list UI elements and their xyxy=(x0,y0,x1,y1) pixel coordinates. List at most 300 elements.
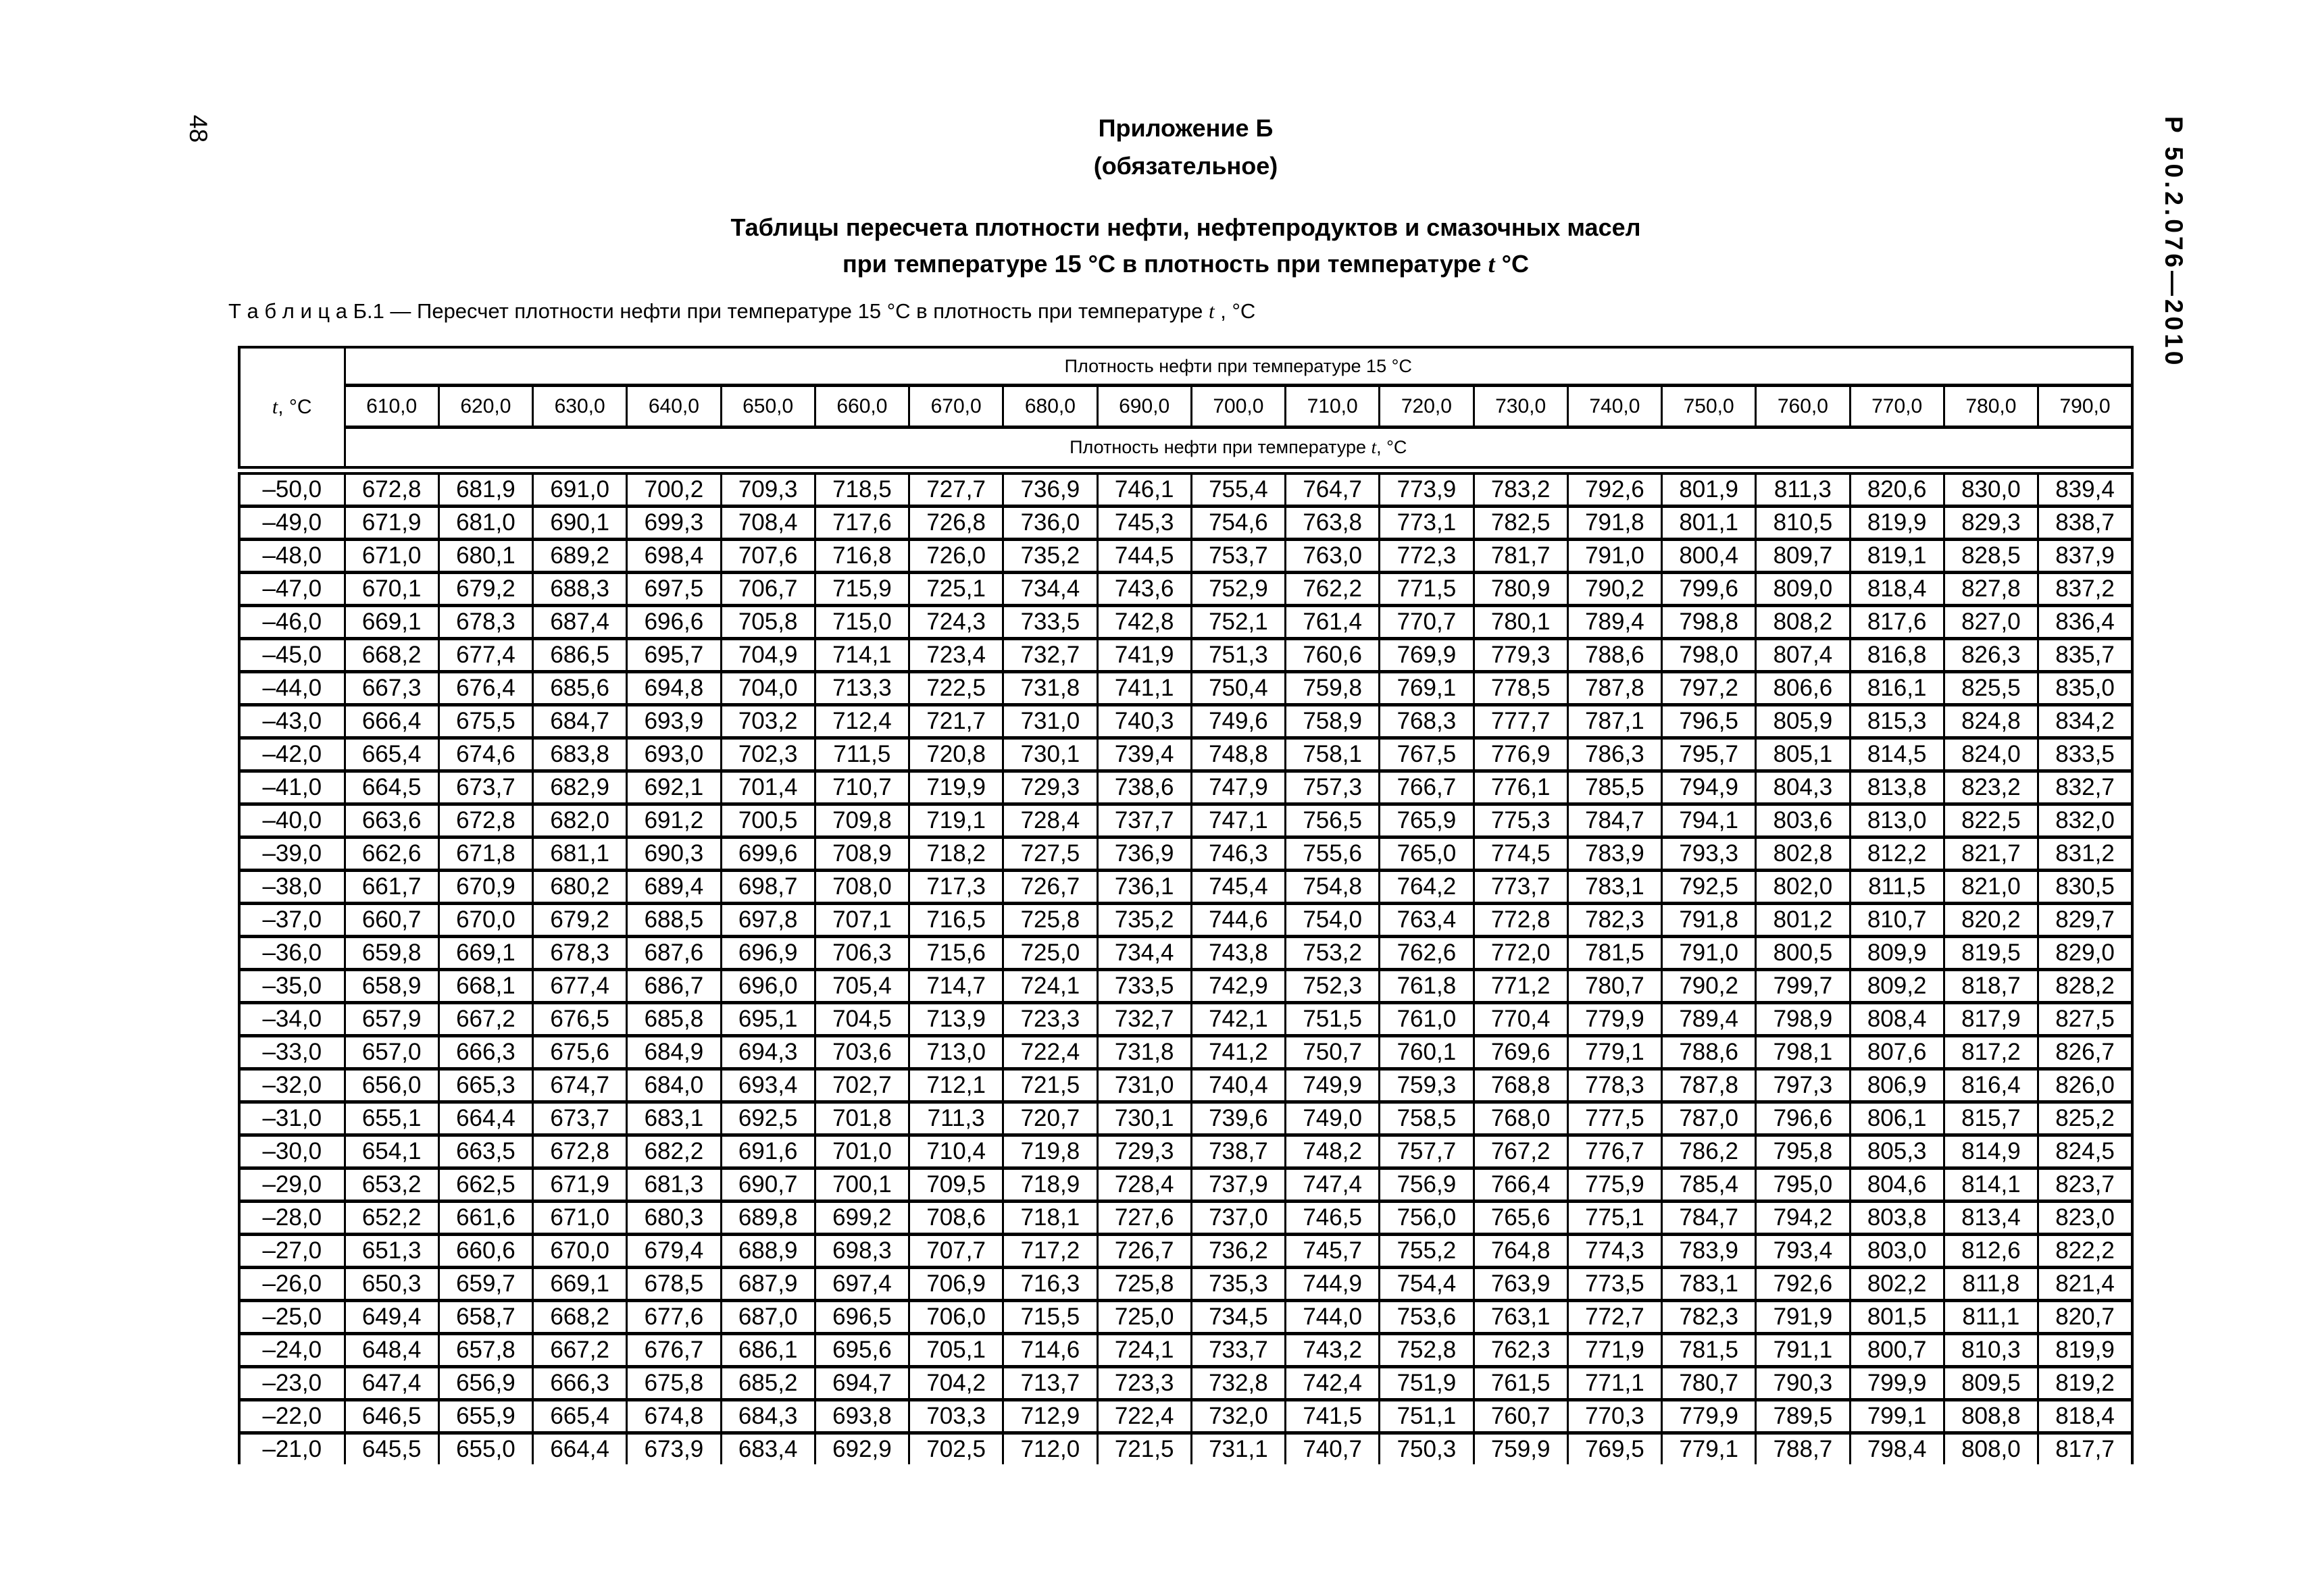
density-cell: 751,3 xyxy=(1191,639,1285,672)
density-cell: 773,5 xyxy=(1567,1268,1661,1301)
density-cell: 659,7 xyxy=(438,1268,532,1301)
density-cell: 702,7 xyxy=(815,1069,909,1102)
density-cell: 804,6 xyxy=(1850,1168,1944,1202)
density-cell: 758,5 xyxy=(1380,1102,1474,1135)
density-cell: 673,7 xyxy=(438,771,532,804)
density-cell: 687,6 xyxy=(627,937,721,970)
density-cell: 818,4 xyxy=(2038,1400,2133,1433)
table-row xyxy=(239,471,2132,507)
density-cell: 779,1 xyxy=(1567,1036,1661,1069)
density-cell: 732,0 xyxy=(1191,1400,1285,1433)
density-cell: 792,6 xyxy=(1756,1268,1850,1301)
density-cell: 813,4 xyxy=(1944,1202,2038,1235)
density-cell: 736,0 xyxy=(1003,507,1097,540)
top-header: Плотность нефти при температуре 15 °С xyxy=(345,347,2132,386)
density-cell: 646,5 xyxy=(345,1400,438,1433)
density-cell: 829,3 xyxy=(1944,507,2038,540)
density-cell: 656,9 xyxy=(438,1367,532,1400)
density-cell: 819,5 xyxy=(1944,937,2038,970)
density-cell: 836,4 xyxy=(2038,606,2133,639)
density-cell: 820,6 xyxy=(1850,471,1944,507)
temperature-cell: –32,0 xyxy=(239,1069,345,1102)
density-cell: 769,9 xyxy=(1380,639,1474,672)
table-row xyxy=(239,639,2132,672)
density-column-header: 740,0 xyxy=(1567,386,1661,428)
density-cell: 665,3 xyxy=(438,1069,532,1102)
density-cell: 690,3 xyxy=(627,838,721,871)
density-cell: 721,7 xyxy=(909,705,1003,738)
appendix-title: Приложение Б xyxy=(1098,114,1274,142)
density-cell: 761,0 xyxy=(1380,1003,1474,1036)
density-cell: 794,2 xyxy=(1756,1202,1850,1235)
density-cell: 708,6 xyxy=(909,1202,1003,1235)
top-header-row xyxy=(239,347,2132,386)
density-cell: 773,9 xyxy=(1380,471,1474,507)
density-cell: 791,8 xyxy=(1662,904,1756,937)
density-cell: 678,3 xyxy=(533,937,627,970)
density-cell: 797,2 xyxy=(1662,672,1756,705)
density-cell: 685,2 xyxy=(721,1367,815,1400)
density-cell: 752,8 xyxy=(1380,1334,1474,1367)
density-cell: 809,9 xyxy=(1850,937,1944,970)
density-cell: 787,8 xyxy=(1567,672,1661,705)
density-cell: 724,1 xyxy=(1003,970,1097,1003)
density-cell: 794,9 xyxy=(1662,771,1756,804)
density-cell: 816,1 xyxy=(1850,672,1944,705)
density-cell: 822,5 xyxy=(1944,804,2038,838)
density-cell: 766,4 xyxy=(1474,1168,1567,1202)
table-row xyxy=(239,1400,2132,1433)
table-row xyxy=(239,606,2132,639)
density-cell: 809,2 xyxy=(1850,970,1944,1003)
density-cell: 706,9 xyxy=(909,1268,1003,1301)
density-cell: 825,5 xyxy=(1944,672,2038,705)
density-cell: 727,6 xyxy=(1097,1202,1191,1235)
density-cell: 677,4 xyxy=(438,639,532,672)
temperature-cell: –45,0 xyxy=(239,639,345,672)
density-cell: 749,9 xyxy=(1286,1069,1380,1102)
density-cell: 760,1 xyxy=(1380,1036,1474,1069)
density-cell: 811,3 xyxy=(1756,471,1850,507)
density-cell: 674,7 xyxy=(533,1069,627,1102)
temperature-cell: –26,0 xyxy=(239,1268,345,1301)
density-cell: 700,1 xyxy=(815,1168,909,1202)
density-cell: 783,1 xyxy=(1567,871,1661,904)
density-cell: 759,9 xyxy=(1474,1433,1567,1465)
table-row xyxy=(239,1367,2132,1400)
density-cell: 703,6 xyxy=(815,1036,909,1069)
table-caption-symbol: t xyxy=(1209,299,1215,323)
temperature-cell: –36,0 xyxy=(239,937,345,970)
table-row xyxy=(239,1069,2132,1102)
density-cell: 784,7 xyxy=(1567,804,1661,838)
density-cell: 722,5 xyxy=(909,672,1003,705)
density-cell: 768,3 xyxy=(1380,705,1474,738)
density-cell: 780,1 xyxy=(1474,606,1567,639)
density-cell: 737,0 xyxy=(1191,1202,1285,1235)
density-cell: 749,0 xyxy=(1286,1102,1380,1135)
density-cell: 786,3 xyxy=(1567,738,1661,771)
density-cell: 729,3 xyxy=(1097,1135,1191,1168)
density-cell: 790,3 xyxy=(1756,1367,1850,1400)
density-cell: 765,0 xyxy=(1380,838,1474,871)
density-cell: 686,1 xyxy=(721,1334,815,1367)
density-cell: 794,1 xyxy=(1662,804,1756,838)
temperature-cell: –35,0 xyxy=(239,970,345,1003)
density-cell: 782,3 xyxy=(1567,904,1661,937)
density-cell: 787,1 xyxy=(1567,705,1661,738)
density-cell: 741,2 xyxy=(1191,1036,1285,1069)
density-cell: 772,3 xyxy=(1380,540,1474,573)
density-cell: 742,1 xyxy=(1191,1003,1285,1036)
density-cell: 647,4 xyxy=(345,1367,438,1400)
temperature-cell: –43,0 xyxy=(239,705,345,738)
density-cell: 715,5 xyxy=(1003,1301,1097,1334)
density-cell: 737,9 xyxy=(1191,1168,1285,1202)
density-cell: 783,2 xyxy=(1474,471,1567,507)
density-cell: 682,9 xyxy=(533,771,627,804)
density-cell: 821,7 xyxy=(1944,838,2038,871)
density-cell: 686,7 xyxy=(627,970,721,1003)
density-cell: 820,7 xyxy=(2038,1301,2133,1334)
table-row xyxy=(239,1036,2132,1069)
density-column-header: 770,0 xyxy=(1850,386,1944,428)
density-cell: 803,6 xyxy=(1756,804,1850,838)
density-cell: 808,0 xyxy=(1944,1433,2038,1465)
density-cell: 742,8 xyxy=(1097,606,1191,639)
temperature-cell: –22,0 xyxy=(239,1400,345,1433)
density-cell: 805,9 xyxy=(1756,705,1850,738)
corner-header xyxy=(239,347,345,471)
density-cell: 777,5 xyxy=(1567,1102,1661,1135)
density-cell: 803,0 xyxy=(1850,1235,1944,1268)
density-cell: 734,4 xyxy=(1003,573,1097,606)
temperature-cell: –24,0 xyxy=(239,1334,345,1367)
density-cell: 763,0 xyxy=(1286,540,1380,573)
density-cell: 829,0 xyxy=(2038,937,2133,970)
density-cell: 777,7 xyxy=(1474,705,1567,738)
density-cell: 705,1 xyxy=(909,1334,1003,1367)
density-cell: 746,1 xyxy=(1097,471,1191,507)
density-cell: 724,1 xyxy=(1097,1334,1191,1367)
density-cell: 745,4 xyxy=(1191,871,1285,904)
table-row xyxy=(239,540,2132,573)
density-cell: 745,3 xyxy=(1097,507,1191,540)
density-cell: 825,2 xyxy=(2038,1102,2133,1135)
density-cell: 757,3 xyxy=(1286,771,1380,804)
density-cell: 748,8 xyxy=(1191,738,1285,771)
density-cell: 693,8 xyxy=(815,1400,909,1433)
density-cell: 678,3 xyxy=(438,606,532,639)
density-cell: 839,4 xyxy=(2038,471,2133,507)
density-cell: 653,2 xyxy=(345,1168,438,1202)
table-row xyxy=(239,1135,2132,1168)
density-cell: 726,8 xyxy=(909,507,1003,540)
density-cell: 695,1 xyxy=(721,1003,815,1036)
density-cell: 828,2 xyxy=(2038,970,2133,1003)
density-cell: 742,9 xyxy=(1191,970,1285,1003)
density-cell: 700,5 xyxy=(721,804,815,838)
density-cell: 798,1 xyxy=(1756,1036,1850,1069)
density-cell: 657,0 xyxy=(345,1036,438,1069)
density-cell: 730,1 xyxy=(1097,1102,1191,1135)
density-cell: 787,0 xyxy=(1662,1102,1756,1135)
density-cell: 692,1 xyxy=(627,771,721,804)
density-cell: 741,9 xyxy=(1097,639,1191,672)
density-cell: 759,3 xyxy=(1380,1069,1474,1102)
density-cell: 661,7 xyxy=(345,871,438,904)
density-cell: 798,9 xyxy=(1756,1003,1850,1036)
density-cell: 658,7 xyxy=(438,1301,532,1334)
density-cell: 683,1 xyxy=(627,1102,721,1135)
density-cell: 772,7 xyxy=(1567,1301,1661,1334)
density-cell: 802,2 xyxy=(1850,1268,1944,1301)
density-cell: 684,3 xyxy=(721,1400,815,1433)
density-cell: 827,0 xyxy=(1944,606,2038,639)
density-cell: 704,0 xyxy=(721,672,815,705)
density-cell: 789,4 xyxy=(1567,606,1661,639)
density-cell: 736,1 xyxy=(1097,871,1191,904)
density-cell: 753,7 xyxy=(1191,540,1285,573)
density-cell: 662,6 xyxy=(345,838,438,871)
sub-header-row xyxy=(239,428,2132,471)
density-cell: 682,0 xyxy=(533,804,627,838)
density-column-header: 640,0 xyxy=(627,386,721,428)
density-cell: 713,3 xyxy=(815,672,909,705)
density-cell: 732,7 xyxy=(1003,639,1097,672)
density-cell: 731,1 xyxy=(1191,1433,1285,1465)
density-cell: 768,0 xyxy=(1474,1102,1567,1135)
density-cell: 707,7 xyxy=(909,1235,1003,1268)
density-column-header: 670,0 xyxy=(909,386,1003,428)
density-cell: 725,0 xyxy=(1003,937,1097,970)
density-cell: 772,0 xyxy=(1474,937,1567,970)
table-row xyxy=(239,1301,2132,1334)
density-cell: 821,4 xyxy=(2038,1268,2133,1301)
density-cell: 666,3 xyxy=(438,1036,532,1069)
density-cell: 801,1 xyxy=(1662,507,1756,540)
density-cell: 806,1 xyxy=(1850,1102,1944,1135)
density-cell: 783,1 xyxy=(1662,1268,1756,1301)
density-cell: 708,0 xyxy=(815,871,909,904)
density-cell: 688,3 xyxy=(533,573,627,606)
density-cell: 804,3 xyxy=(1756,771,1850,804)
density-column-header: 710,0 xyxy=(1286,386,1380,428)
density-cell: 670,0 xyxy=(533,1235,627,1268)
density-cell: 682,2 xyxy=(627,1135,721,1168)
density-cell: 752,3 xyxy=(1286,970,1380,1003)
density-cell: 746,3 xyxy=(1191,838,1285,871)
density-cell: 771,5 xyxy=(1380,573,1474,606)
density-cell: 672,8 xyxy=(533,1135,627,1168)
density-cell: 765,6 xyxy=(1474,1202,1567,1235)
density-cell: 667,3 xyxy=(345,672,438,705)
density-cell: 799,9 xyxy=(1850,1367,1944,1400)
density-cell: 740,3 xyxy=(1097,705,1191,738)
density-cell: 754,4 xyxy=(1380,1268,1474,1301)
density-cell: 696,9 xyxy=(721,937,815,970)
density-cell: 717,6 xyxy=(815,507,909,540)
density-cell: 751,1 xyxy=(1380,1400,1474,1433)
density-cell: 779,9 xyxy=(1567,1003,1661,1036)
density-cell: 799,6 xyxy=(1662,573,1756,606)
table-row xyxy=(239,1433,2132,1465)
table-row xyxy=(239,573,2132,606)
density-cell: 743,8 xyxy=(1191,937,1285,970)
temperature-cell: –47,0 xyxy=(239,573,345,606)
density-cell: 760,6 xyxy=(1286,639,1380,672)
table-caption-text: Т а б л и ц а Б.1 — Пересчет плотности нефти при температуре 15 °С в плотность при температуре xyxy=(228,299,1209,323)
density-cell: 696,6 xyxy=(627,606,721,639)
density-cell: 701,8 xyxy=(815,1102,909,1135)
density-cell: 805,1 xyxy=(1756,738,1850,771)
density-cell: 808,4 xyxy=(1850,1003,1944,1036)
table-row xyxy=(239,1003,2132,1036)
density-cell: 718,9 xyxy=(1003,1168,1097,1202)
density-cell: 776,1 xyxy=(1474,771,1567,804)
density-cell: 744,6 xyxy=(1191,904,1285,937)
density-cell: 713,7 xyxy=(1003,1367,1097,1400)
main-title-line2 xyxy=(238,246,2134,282)
density-cell: 721,5 xyxy=(1003,1069,1097,1102)
main-title-line2-text: при температуре 15 °С в плотность при температуре xyxy=(842,250,1488,278)
density-cell: 671,9 xyxy=(533,1168,627,1202)
density-cell: 762,2 xyxy=(1286,573,1380,606)
density-column-header: 690,0 xyxy=(1097,386,1191,428)
density-cell: 702,5 xyxy=(909,1433,1003,1465)
density-cell: 729,3 xyxy=(1003,771,1097,804)
density-cell: 751,5 xyxy=(1286,1003,1380,1036)
density-cell: 699,2 xyxy=(815,1202,909,1235)
density-cell: 791,9 xyxy=(1756,1301,1850,1334)
density-cell: 813,0 xyxy=(1850,804,1944,838)
density-cell: 758,9 xyxy=(1286,705,1380,738)
density-cell: 724,3 xyxy=(909,606,1003,639)
density-cell: 801,5 xyxy=(1850,1301,1944,1334)
density-cell: 685,8 xyxy=(627,1003,721,1036)
density-column-header: 620,0 xyxy=(438,386,532,428)
density-cell: 706,7 xyxy=(721,573,815,606)
density-cell: 795,8 xyxy=(1756,1135,1850,1168)
density-cell: 731,8 xyxy=(1097,1036,1191,1069)
density-cell: 735,2 xyxy=(1003,540,1097,573)
density-cell: 711,5 xyxy=(815,738,909,771)
density-cell: 830,0 xyxy=(1944,471,2038,507)
density-cell: 706,3 xyxy=(815,937,909,970)
density-cell: 815,3 xyxy=(1850,705,1944,738)
density-cell: 725,1 xyxy=(909,573,1003,606)
density-cell: 651,3 xyxy=(345,1235,438,1268)
density-cell: 732,8 xyxy=(1191,1367,1285,1400)
density-cell: 802,8 xyxy=(1756,838,1850,871)
density-cell: 673,9 xyxy=(627,1433,721,1465)
density-cell: 818,7 xyxy=(1944,970,2038,1003)
density-cell: 749,6 xyxy=(1191,705,1285,738)
density-cell: 655,1 xyxy=(345,1102,438,1135)
density-cell: 667,2 xyxy=(533,1334,627,1367)
temperature-cell: –28,0 xyxy=(239,1202,345,1235)
density-cell: 806,6 xyxy=(1756,672,1850,705)
density-cell: 689,4 xyxy=(627,871,721,904)
density-cell: 829,7 xyxy=(2038,904,2133,937)
density-cell: 714,7 xyxy=(909,970,1003,1003)
column-header-row xyxy=(239,386,2132,428)
density-cell: 819,9 xyxy=(2038,1334,2133,1367)
temperature-cell: –33,0 xyxy=(239,1036,345,1069)
density-cell: 671,8 xyxy=(438,838,532,871)
density-cell: 728,4 xyxy=(1097,1168,1191,1202)
density-cell: 762,6 xyxy=(1380,937,1474,970)
density-cell: 731,0 xyxy=(1097,1069,1191,1102)
density-cell: 736,2 xyxy=(1191,1235,1285,1268)
density-cell: 779,1 xyxy=(1662,1433,1756,1465)
density-cell: 735,3 xyxy=(1191,1268,1285,1301)
density-cell: 696,0 xyxy=(721,970,815,1003)
table-row xyxy=(239,1202,2132,1235)
density-cell: 708,9 xyxy=(815,838,909,871)
table-row xyxy=(239,1102,2132,1135)
density-cell: 826,3 xyxy=(1944,639,2038,672)
density-cell: 764,2 xyxy=(1380,871,1474,904)
density-cell: 708,4 xyxy=(721,507,815,540)
density-cell: 693,4 xyxy=(721,1069,815,1102)
density-cell: 669,1 xyxy=(345,606,438,639)
density-cell: 783,9 xyxy=(1662,1235,1756,1268)
temperature-cell: –29,0 xyxy=(239,1168,345,1202)
density-cell: 822,2 xyxy=(2038,1235,2133,1268)
density-column-header: 720,0 xyxy=(1380,386,1474,428)
density-cell: 677,6 xyxy=(627,1301,721,1334)
density-cell: 712,1 xyxy=(909,1069,1003,1102)
density-cell: 747,9 xyxy=(1191,771,1285,804)
density-cell: 791,0 xyxy=(1567,540,1661,573)
main-title-line1: Таблицы пересчета плотности нефти, нефтепродуктов и смазочных масел xyxy=(730,213,1641,241)
density-cell: 769,6 xyxy=(1474,1036,1567,1069)
density-cell: 661,6 xyxy=(438,1202,532,1235)
table-row xyxy=(239,1334,2132,1367)
density-cell: 823,2 xyxy=(1944,771,2038,804)
temperature-cell: –42,0 xyxy=(239,738,345,771)
density-cell: 815,7 xyxy=(1944,1102,2038,1135)
density-cell: 680,2 xyxy=(533,871,627,904)
density-cell: 813,8 xyxy=(1850,771,1944,804)
density-cell: 811,5 xyxy=(1850,871,1944,904)
density-cell: 687,0 xyxy=(721,1301,815,1334)
density-cell: 827,5 xyxy=(2038,1003,2133,1036)
density-cell: 820,2 xyxy=(1944,904,2038,937)
table-row xyxy=(239,507,2132,540)
density-cell: 684,0 xyxy=(627,1069,721,1102)
density-cell: 833,5 xyxy=(2038,738,2133,771)
density-cell: 679,4 xyxy=(627,1235,721,1268)
density-cell: 689,2 xyxy=(533,540,627,573)
density-cell: 778,3 xyxy=(1567,1069,1661,1102)
density-cell: 663,5 xyxy=(438,1135,532,1168)
density-cell: 705,4 xyxy=(815,970,909,1003)
density-cell: 796,6 xyxy=(1756,1102,1850,1135)
density-cell: 806,9 xyxy=(1850,1069,1944,1102)
table-row xyxy=(239,804,2132,838)
density-cell: 714,6 xyxy=(1003,1334,1097,1367)
density-cell: 788,6 xyxy=(1662,1036,1756,1069)
density-cell: 778,5 xyxy=(1474,672,1567,705)
density-cell: 712,0 xyxy=(1003,1433,1097,1465)
density-column-header: 750,0 xyxy=(1662,386,1756,428)
density-cell: 800,5 xyxy=(1756,937,1850,970)
density-column-header: 630,0 xyxy=(533,386,627,428)
density-cell: 791,0 xyxy=(1662,937,1756,970)
density-cell: 697,4 xyxy=(815,1268,909,1301)
